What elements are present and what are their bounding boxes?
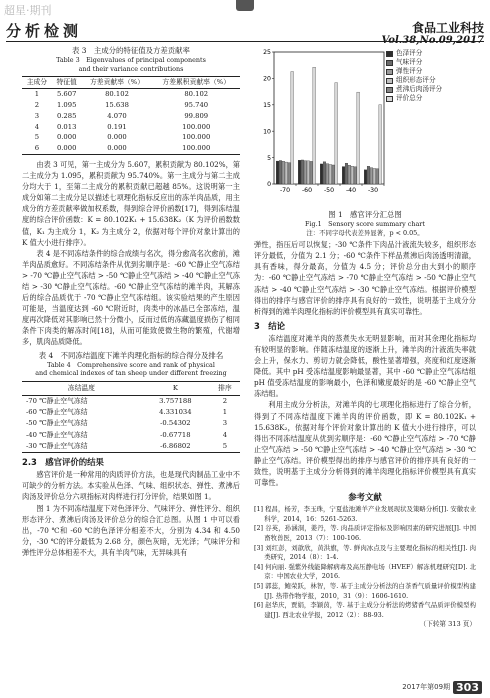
table-cell: 2 [34,100,40,109]
bar [307,161,310,184]
sensory-bar-chart [254,46,476,210]
table-cell: -0.67718 [160,430,191,439]
x-tick-label: -70 [279,187,291,194]
table3 [22,76,240,155]
legend-swatch [386,78,393,84]
bar [367,166,370,184]
table-cell: 4.070 [107,111,127,120]
table4-caption-en-1: Table 4 Comprehensive score and rank of physical [47,360,215,369]
bar [348,165,351,184]
body-paragraph: 弹性，指压后可以恢复；-30 ℃条件下肉品汁液流失较多，组织形态评分最低，分值为 2.1 分；-60 ℃条件下样品煮沸后肉汤透明清澈，具有香味，得分最高，分值为 4.5 分；评价总分由大到小的顺序为：-60 ℃静止空气冻结 > -70 ℃静止空气冻结 > -50 ℃静止空气冻结 > -40 ℃静止空气冻结 > -30 ℃静止空气冻结。根据评价模型得出的排序与感官评价的排序具有良好的一致性，说明基于主成分分析得到的滩羊肉理化指标的评价模型具有真实可靠性。 [254,240,476,316]
reference-item: [3] 刘红彭，刘歆欣，黄洪旗，等. 鲜肉冰点及与主要理化指标的相关性[J]. 肉类研究，2014（8）：1-4. [254,543,476,562]
body-paragraph: 感官评价是一种常用的肉质评价方法，也是现代肉制品工业中不可缺少的分析方法。本实验从色泽、气味、组织状态、弹性、煮沸后肉汤及评价总分六项指标对肉样进行打分评价，结果如图 1。 [22,470,240,502]
table-cell: -50 ℃静止空气冻结 [26,419,88,428]
y-tick-label: 0 [267,181,271,189]
table-row [22,395,240,407]
journal-volume: Vol.38,No.09,2017 [381,35,484,46]
table-row [22,100,240,111]
legend-swatch [386,51,393,57]
body-paragraph: 冻结温度对滩羊肉的蒸煮失水无明显影响，而对其余理化指标均有较明显的影响。伴随冻结温度的逐渐上升，滩羊肉的汁液流失率就会上升，保水力、剪切力就会降低，酸性显著增强，亮度和红度逐渐降低。其中 pH 受冻结温度影响最显著，其中 -60 ℃静止空气冻结组 pH 值受冻结温度的影响最小，色泽和嫩度最好的是 -60 ℃静止空气冻结组。 [254,333,476,399]
table3-caption-en-1: Table 3 Eigenvalues of principal components [56,56,206,64]
table-row [22,407,240,418]
table-cell: 95.740 [184,100,209,109]
table4-header: K [141,381,210,395]
bar [298,160,301,184]
bar [326,164,329,184]
legend-item [386,76,476,85]
legend-label: 弹性评分 [396,67,423,75]
table-cell: 80.102 [184,90,209,99]
table-cell: 0.191 [107,122,127,131]
bar [357,92,360,184]
table-row [22,122,240,133]
table-cell: 4.331034 [159,408,192,417]
table-cell: 0.000 [56,144,77,153]
legend-swatch [386,87,393,93]
page-footer [402,680,482,694]
table-row [22,430,240,441]
bar [335,83,338,184]
x-tick-label: -40 [345,187,357,194]
bar [313,67,316,184]
bar [282,161,285,184]
table-row [22,143,240,154]
figure1-note: 注：不同字母代表差异显著，p < 0.05。 [306,228,424,237]
table-row [22,89,240,100]
table3-header: 特征值 [52,77,82,89]
table-row [22,132,240,143]
bar [301,160,304,184]
body-paragraph: 利用主成分分析法，对滩羊肉的七项理化指标进行了综合分析，得到了不同冻结温度下滩羊肉的评价函数，即 K = 80.102K₁ + 15.638K₂，依据对每个评价对象计算出的 K 值大小进行排序，可以得出不同冻结温度从优到劣顺序是：-60 ℃静止空气冻结 > -70 ℃静止空气冻结 > -50 ℃静止空气冻结 > -40 ℃静止空气冻结 > -30 ℃静止空气冻结。评价模型得出的排序与感官评价的排序具有良好的一致性，说明基于主成分分析得到的滩羊肉理化指标评价模型具有真实可靠性。 [254,400,476,488]
body-paragraph: 由表 3 可见，第一主成分为 5.607，累积贡献为 80.102%，第二主成分为 1.095，累积贡献为 95.740%。第一主成分与第二主成分均大于 1，至第二主成分的累积贡献已超越 85%。这说明第一主成分如第二主成分足以描述七项理化指标反应出的冻羊肉品质，用主成分的方差贡献率做加权系数，得到综合评价函数[17]，得到冻结温度的综合评价函数：K = 80.102K₁ + 15.638K₂（K 为评价函数数值，K₁ 为主成分 1，K₂ 为主成分 2，依据对每个评价对象计算出的 K 值大小进行排序）。 [22,159,240,247]
reference-item: [1] 程昌，杨芳，李玉珠，宁夏盐池滩羊产业发展现状及策略分析[J]. 安徽农业科学，2014，16：5261-5263. [254,505,476,523]
page-number: 303 [453,681,482,694]
y-tick-label: 15 [263,102,271,109]
bar [285,162,288,184]
table4-caption: 表 4 不同冻结温度下滩羊肉理化指标的综合得分及排名 [38,350,224,360]
table-cell: 0.000 [107,133,127,142]
bar [291,72,294,184]
table4-header: 冻结温度 [22,381,141,395]
table-cell: 0.285 [56,111,77,120]
bar [364,170,367,184]
y-tick-label: 25 [263,49,271,57]
section-title: 分析检测 [6,22,83,40]
table-cell: -40 ℃静止空气冻结 [26,430,88,439]
watermark-strip [0,0,490,18]
references-title: 参考文献 [348,492,382,503]
table-cell: 3 [34,111,40,120]
table4-caption-en-2: and chemical indexes of tan sheep under different freezing [35,369,227,378]
watermark-badge-icon [236,0,254,11]
y-tick-label: 10 [263,128,271,136]
reference-item: [5] 郭蕊，鲍荣跃，林智，等. 基于主成分分析法的白茶香气质量评价模型构建[J]. 热带作物学报，2010，31（9）：1606-1610. [254,581,476,600]
bar [376,169,379,184]
table-cell: 0.000 [107,144,127,153]
bar [279,161,282,184]
footer-issue: 2017年第09期 [402,683,451,691]
section-heading: 3 结论 [254,320,285,331]
table-cell: 100.000 [182,144,211,153]
reference-item: [4] 何向丽. 强紫外线能降解病毒及高压静电场（HVEF）解冻机理研究[D]. 北京：中国农业大学，2016. [254,562,476,581]
table4-header: 排序 [210,381,240,395]
table3-header: 方差累积贡献率（%） [152,77,240,89]
table-row [22,111,240,122]
chart-legend [386,49,476,103]
table-cell: -30 ℃静止空气冻结 [26,441,88,450]
legend-item [386,94,476,103]
table-cell: 4 [222,430,228,439]
table-cell: -60 ℃静止空气冻结 [26,408,88,417]
table-cell: 100.000 [182,133,211,142]
legend-item [386,85,476,94]
bar [320,164,323,184]
table-cell: 2 [222,396,228,405]
bar [288,163,291,184]
table-cell: 99.809 [184,111,209,120]
table-cell: 6 [34,144,40,153]
legend-label: 煮沸后肉汤评分 [396,85,443,93]
legend-label: 气味评分 [396,58,423,66]
figure1-caption-en: Fig.1 Sensory score summary chart [305,220,425,228]
journal-name: 食品工业科技 [411,21,484,35]
table-cell: 3 [222,419,228,428]
legend-swatch [386,69,393,75]
body-paragraph: 图 1 为不同冻结温度下对色泽评分、气味评分、弹性评分、组织形态评分、煮沸后肉汤及评价总分的综合汇总图。从图 1 中可以看出，-70 ℃和 -60 ℃的色泽评分相差不大，分别为 4.34 和 4.50 分，-30 ℃的评分最低为 2.68 分，颜色灰暗，无光泽；气味评分和弹性评分总体相差不大，具有羊肉气味，无异味具有 [22,503,240,557]
table-row [22,441,240,453]
table3-header: 方差贡献率（%） [82,77,153,89]
table-cell: -0.54302 [160,419,191,428]
legend-label: 评价总分 [396,94,423,102]
reference-item: [2] 谷英，孙涵洞，姜丹，等. 肉品质评定指标及影响因素的研究进展[J]. 中国畜牧兽医，2013（7）：100-106. [254,524,476,542]
reference-item: [6] 赵华庆，贾娟，李颖茵，等. 基于主成分分析法的烤猪香气品质评价模型构建[J]. 西北农业学报，2012（2）：88-93. [254,601,476,619]
table-cell: 0.000 [56,133,77,142]
y-tick-label: 20 [263,75,271,83]
left-column [22,46,240,558]
bar [276,161,279,184]
table3-caption: 表 3 主成分的特征值及方差贡献率 [72,46,190,55]
legend-swatch [386,96,393,102]
table3-header: 主成分 [22,77,52,89]
legend-item [386,58,476,67]
bar [373,168,376,184]
table4 [22,381,240,453]
table-cell: 3.757188 [159,396,192,405]
table-row [22,418,240,429]
bar [304,161,307,184]
legend-item [386,67,476,76]
table-cell: -6.86802 [160,441,191,450]
bar [342,167,345,184]
bar [354,167,357,184]
table-cell: 1 [222,408,228,417]
table-cell: 0.013 [56,122,77,131]
x-tick-label: -50 [323,187,335,194]
bar [332,165,335,184]
x-tick-label: -60 [301,187,313,194]
legend-item [386,49,476,58]
legend-swatch [386,60,393,66]
watermark-text: 超星·期刊 [4,4,52,17]
table3-caption-en-2: and their variance contributions [78,64,184,73]
table-cell: 1.095 [56,100,77,109]
legend-label: 色泽评分 [396,49,423,57]
bar [370,168,373,184]
table-cell: 4 [34,122,40,131]
table-cell: 5 [222,441,228,450]
body-paragraph: 表 4 是不同冻结条件的综合成绩与名次，得分愈高名次愈前，滩羊肉品质愈好。不同冻结条件从优到劣顺序是：-60 ℃静止空气冻结 > -70 ℃静止空气冻结 > -50 ℃静止空气冻结 > -40 ℃静止空气冻结 > -30 ℃静止空气冻结。-60 ℃静止空气冻结的滩羊肉，其解冻后的综合品质优于 -70 ℃静止空气冻结组。该实验结果的产生原因可能是，当温度达到 -60 ℃附近时，肉类中的冰晶已全部冻结，温度再次降低对其影响已然十分微小，反而过低的冻藏温度损伤了相同条件下肉类的解冻时间[18]，从而可能致使微生物的繁殖，代谢增多，肌肉品质降低。 [22,248,240,347]
table-cell: 1 [34,90,40,99]
continued-note: （下转第 313 页） [419,620,476,629]
bar [310,161,313,184]
bar [329,164,332,184]
right-column [254,46,476,630]
section-heading: 2.3 感官评价的结果 [22,457,104,468]
table-cell: -70 ℃静止空气冻结 [26,396,88,405]
page-header [6,20,484,46]
table-cell: 15.638 [105,100,129,109]
figure1-caption: 图 1 感官评分汇总图 [328,210,402,219]
table-cell: 100.000 [182,122,211,131]
bar [345,163,348,184]
bar [351,166,354,184]
bar [323,162,326,184]
legend-label: 组织形态评分 [396,76,436,84]
bar [379,105,382,184]
y-tick-label: 5 [267,154,271,162]
table-cell: 80.102 [105,90,129,99]
journal-info [381,20,484,46]
x-tick-label: -30 [367,187,379,194]
table-cell: 5.607 [56,90,77,99]
table-cell: 5 [34,133,40,142]
